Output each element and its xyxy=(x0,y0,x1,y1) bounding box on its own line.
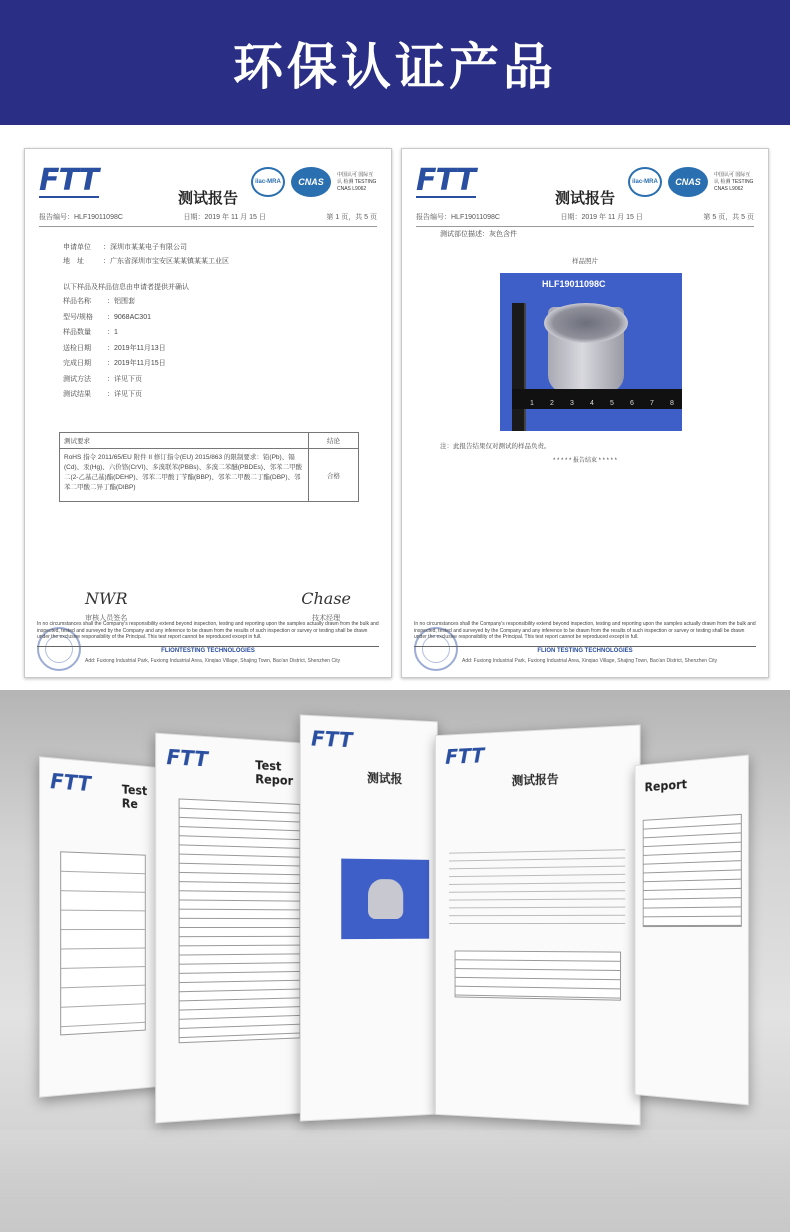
certificate-row xyxy=(0,125,790,690)
spread-page-results xyxy=(635,755,749,1106)
ruler-mark: 6 xyxy=(630,400,634,407)
ruler-vertical xyxy=(512,303,526,431)
ruler-mark: 5 xyxy=(610,400,614,407)
sample-photo-caption: 样品照片 xyxy=(572,258,598,265)
test-requirements-table xyxy=(59,432,359,502)
report-date: 日期：2019 年 11 月 15 日 xyxy=(183,214,266,221)
signature-right-image: Chase xyxy=(301,589,351,608)
signature-right-label: 技术经理 xyxy=(312,615,341,622)
banner-title: 环保认证产品 xyxy=(233,37,557,96)
cnas-logo: CNAS xyxy=(291,167,331,197)
flowchart-graphic xyxy=(60,851,146,1035)
report-meta xyxy=(39,212,377,222)
spread-title: Report xyxy=(644,777,688,795)
disclaimer-text: In no circumstances shall the Company's responsibility extend beyond inspection, testing and reporting upon the samples actually drawn from the bulk and inspected, tested and surveyed by the Company and any inference to be drawn from the results of such inspection or survey or testing shall be drawn under the exclusive responsibility of the Principal. This test report cannot be reproduced except in full. xyxy=(37,621,379,640)
sample-field: 样品名称 ：铝围套 xyxy=(63,298,135,305)
report-page-5 xyxy=(401,148,769,678)
photo-sample-id: HLF19011098C xyxy=(542,279,606,289)
summary-lines xyxy=(449,849,625,931)
sample-fields xyxy=(63,294,166,403)
spread-title: 测试报告 xyxy=(511,772,559,788)
disclaimer-text: In no circumstances shall the Company's responsibility extend beyond inspection, testing and reporting upon the samples actually drawn from the bulk and inspected, tested and surveyed by the Company and any inference to be drawn from the results of such inspection or survey or testing shall be drawn under the exclusive responsibility of the Principal. This test report cannot be reproduced except in full. xyxy=(414,621,756,640)
requirement-text: RoHS 指令 2011/65/EU 附件 II 修订指令(EU) 2015/863 的限制要求：铅(Pb)、镉(Cd)、汞(Hg)、六价铬(CrVI)、多溴联苯(PBBs)、多溴二苯醚(PBDEs)、邻苯二甲酸二(2-乙基己基)酯(DEHP)、邻苯二甲酸丁苄酯(BBP)、邻苯二甲酸二丁酯(DBP)、邻苯二甲酸二异丁酯(DIBP) xyxy=(64,454,302,491)
test-part-description: 测试部位描述：灰色含件 xyxy=(440,231,517,238)
ruler-mark: 2 xyxy=(550,400,554,407)
report-spread-photo xyxy=(0,690,790,1232)
spread-title: Test Re xyxy=(121,782,148,812)
spread-page-photo xyxy=(300,714,438,1121)
signature-row xyxy=(85,589,351,623)
cnas-caption: 中国认可 国际互认 检测 TESTING CNAS L9062 xyxy=(337,171,377,192)
footer-company: FLION TESTING TECHNOLOGIES xyxy=(414,646,756,654)
ruler-mark: 4 xyxy=(590,400,594,407)
sample-field: 完成日期 ：2019年11月15日 xyxy=(63,360,166,367)
sample-field: 型号/规格 ：9068AC301 xyxy=(63,313,151,321)
cnas-caption: 中国认可 国际互认 检测 TESTING CNAS L9062 xyxy=(714,171,754,192)
ruler-horizontal xyxy=(512,389,682,409)
report-number: 报告编号：HLF19011098C xyxy=(39,214,123,221)
ftt-logo: FTT xyxy=(39,163,99,198)
report-note: 注：此报告结果仅对测试的样品负责。 xyxy=(440,443,551,450)
ruler-mark: 1 xyxy=(530,400,534,407)
ruler-mark: 8 xyxy=(670,400,674,407)
ilac-mra-logo: ilac-MRA xyxy=(628,167,662,197)
sample-photo-thumbnail xyxy=(341,859,429,940)
sample-field: 测试结果 ：详见下页 xyxy=(63,391,142,398)
sample-photo xyxy=(500,273,682,431)
report-page: 第 1 页，共 5 页 xyxy=(326,214,377,221)
report-end-mark: * * * * * 报告结束 * * * * * xyxy=(552,458,618,464)
results-grid-graphic xyxy=(643,814,742,927)
ftt-logo: FTT xyxy=(416,163,476,198)
footer-address: Add: Fuxiong Industrial Park, Fuxiong Industrial Area, Xinqiao Village, Shajing Town, Bao'an District, Shenzhen City xyxy=(462,658,718,664)
sample-field: 样品数量 ：1 xyxy=(63,329,118,336)
report-number: 报告编号：HLF19011098C xyxy=(416,214,500,221)
address-label: 地 址 xyxy=(63,258,84,265)
summary-table-graphic xyxy=(455,950,621,1000)
ruler-mark: 3 xyxy=(570,400,574,407)
report-title: 测试报告 xyxy=(177,189,238,207)
sample-field: 测试方法 ：详见下页 xyxy=(63,375,142,383)
report-page-1 xyxy=(24,148,392,678)
spread-page-flowchart xyxy=(39,756,163,1097)
spread-page-summary xyxy=(435,725,641,1126)
footer-company: FLIONTESTING TECHNOLOGIES xyxy=(37,646,379,654)
report-meta xyxy=(416,212,754,222)
sample-section-heading: 以下样品及样品信息由申请者提供并确认 xyxy=(63,284,189,291)
footer-address: Add: Fuxiong Industrial Park, Fuxiong Industrial Area, Xinqiao Village, Shajing Town, Bao'an District, Shenzhen City xyxy=(85,658,341,664)
ruler-mark: 7 xyxy=(650,400,654,407)
ftt-logo: FTT xyxy=(445,743,485,769)
report-title: 测试报告 xyxy=(554,189,615,207)
address-value: ：广东省深圳市宝安区某某镇某某工业区 xyxy=(103,258,229,265)
table-header-requirement: 测试要求 xyxy=(64,438,90,445)
cnas-logo: CNAS xyxy=(668,167,708,197)
ftt-logo: FTT xyxy=(166,744,208,772)
results-table-graphic xyxy=(179,798,301,1043)
conclusion-result: 合格 xyxy=(308,449,358,501)
applicant-info xyxy=(63,241,229,295)
applicant-value: ：深圳市某某电子有限公司 xyxy=(103,244,187,251)
spread-title: Test Repor xyxy=(255,758,294,788)
header-banner xyxy=(0,0,790,125)
signature-left-label: 审核人员签名 xyxy=(85,615,128,622)
table-header-conclusion: 结论 xyxy=(308,433,358,448)
ftt-logo: FTT xyxy=(311,726,353,753)
sample-cup-rim xyxy=(544,303,628,343)
report-date: 日期：2019 年 11 月 15 日 xyxy=(560,214,643,221)
ilac-mra-logo: ilac-MRA xyxy=(251,167,285,197)
report-page: 第 5 页，共 5 页 xyxy=(703,214,754,221)
floor-reflection xyxy=(0,1130,790,1232)
spread-title: 测试报 xyxy=(367,770,403,787)
sample-field: 送检日期 ：2019年11月13日 xyxy=(63,344,166,352)
ftt-logo: FTT xyxy=(50,768,91,797)
signature-left-image: NWR xyxy=(85,589,128,608)
spread-page-table xyxy=(155,733,310,1124)
applicant-label: 申请单位 xyxy=(63,244,91,251)
